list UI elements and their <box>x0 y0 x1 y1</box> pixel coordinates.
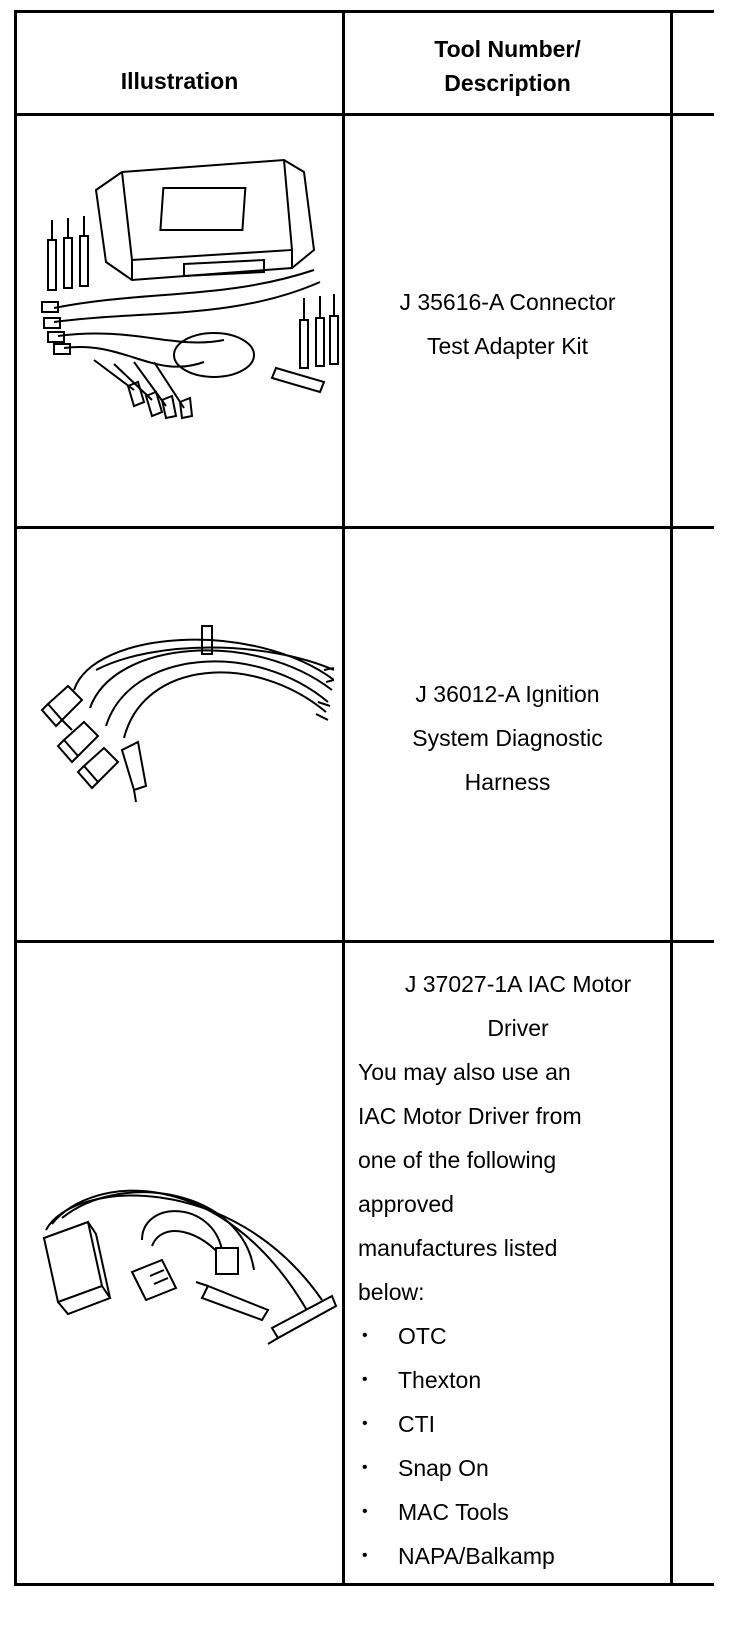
bullet-icon: • <box>362 1415 368 1432</box>
row2-description <box>345 672 670 804</box>
bullet-icon: • <box>362 1459 368 1476</box>
header-illustration: Illustration <box>120 68 239 94</box>
row1-description <box>345 280 670 368</box>
bullet-icon: • <box>362 1327 368 1344</box>
row3-para-line2: IAC Motor Driver from <box>358 1103 582 1129</box>
manufacturer-name: OTC <box>398 1323 447 1349</box>
connector-test-adapter-kit-drawing <box>24 150 339 420</box>
list-item <box>358 1358 688 1402</box>
manufacturer-name: Snap On <box>398 1455 489 1481</box>
iac-motor-driver-drawing <box>32 1160 342 1360</box>
row3-paragraph <box>358 1050 688 1314</box>
ignition-diagnostic-harness-drawing <box>34 610 334 810</box>
table-border-left <box>14 10 17 1586</box>
list-item <box>358 1446 688 1490</box>
list-item <box>358 1534 688 1578</box>
bullet-icon: • <box>362 1503 368 1520</box>
header-tool-line2: Description <box>444 70 571 96</box>
table-divider-row1 <box>14 526 714 529</box>
row3-para-line4: approved <box>358 1191 454 1217</box>
row3-para-line1: You may also use an <box>358 1059 571 1085</box>
row1-desc-line1: J 35616-A Connector <box>399 289 616 315</box>
row2-desc-line1: J 36012-A Ignition <box>415 681 600 707</box>
row3-title <box>348 962 688 1050</box>
list-item <box>358 1490 688 1534</box>
header-tool-number <box>345 32 670 100</box>
manufacturer-list <box>358 1314 688 1578</box>
manufacturer-name: CTI <box>398 1411 436 1437</box>
table-divider-header <box>14 113 714 116</box>
manufacturer-name: NAPA/Balkamp <box>398 1543 555 1569</box>
row3-title-line2: Driver <box>487 1015 549 1041</box>
bullet-icon: • <box>362 1547 368 1564</box>
row2-desc-line3: Harness <box>464 769 551 795</box>
row3-para-line5: manufactures listed <box>358 1235 558 1261</box>
row3-description <box>358 962 688 1578</box>
row3-title-line1: J 37027-1A IAC Motor <box>404 971 632 997</box>
table-border-top <box>14 10 714 13</box>
tool-table <box>14 10 714 1626</box>
row2-desc-line2: System Diagnostic <box>412 725 603 751</box>
table-divider-row2 <box>14 940 714 943</box>
manufacturer-name: MAC Tools <box>398 1499 509 1525</box>
row1-desc-line2: Test Adapter Kit <box>426 333 589 359</box>
list-item <box>358 1314 688 1358</box>
row3-para-line6: below: <box>358 1279 425 1305</box>
header-tool-line1: Tool Number/ <box>434 36 581 62</box>
bullet-icon: • <box>362 1371 368 1388</box>
manufacturer-name: Thexton <box>398 1367 482 1393</box>
row3-para-line3: one of the following <box>358 1147 557 1173</box>
table-border-bottom <box>14 1583 714 1586</box>
list-item <box>358 1402 688 1446</box>
